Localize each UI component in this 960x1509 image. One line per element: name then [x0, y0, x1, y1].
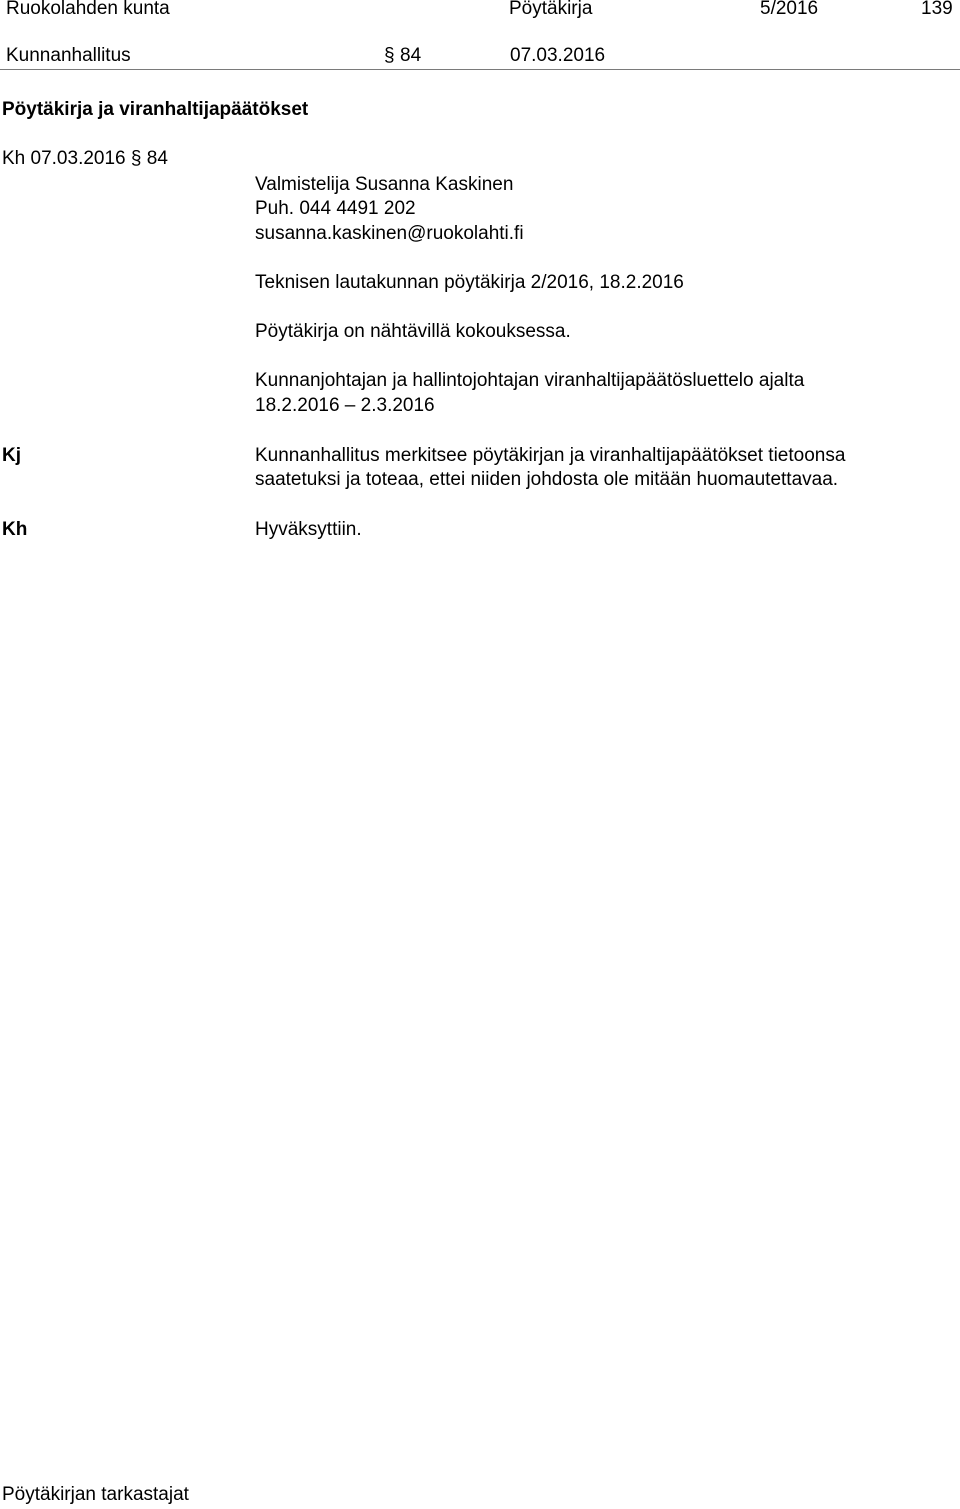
paragraph-technical-board: Teknisen lautakunnan pöytäkirja 2/2016, 18.2.2016	[255, 272, 684, 293]
section-reference	[2, 147, 168, 171]
preparer-phone: Puh. 044 4491 202	[255, 198, 416, 219]
header-body: Kunnanhallitus	[6, 45, 131, 66]
decision-label: Kh	[2, 519, 28, 540]
header-section-number: 84	[400, 45, 422, 66]
header-municipality: Ruokolahden kunta	[6, 0, 170, 19]
header-section-mark: §	[384, 45, 395, 66]
header-doc-type: Pöytäkirja	[509, 0, 593, 19]
header-date: 07.03.2016	[510, 45, 606, 66]
section-title: Pöytäkirja ja viranhaltijapäätökset	[2, 99, 309, 120]
paragraph-available: Pöytäkirja on nähtävillä kokouksessa.	[255, 321, 571, 342]
proposal-text-line1: Kunnanhallitus merkitsee pöytäkirjan ja viranhaltijapäätökset tietoonsa	[255, 445, 846, 466]
paragraph-decision-list-line2: 18.2.2016 – 2.3.2016	[255, 395, 435, 416]
section-ref-date: Kh 07.03.2016	[2, 148, 126, 169]
decision-text: Hyväksyttiin.	[255, 519, 362, 540]
header-divider	[0, 69, 960, 70]
proposal-text-line2: saatetuksi ja toteaa, ettei niiden johdosta ole mitään huomautettavaa.	[255, 469, 839, 490]
header-issue: 5/2016	[760, 0, 819, 19]
header-page-number: 139	[921, 0, 953, 19]
preparer-name: Valmistelija Susanna Kaskinen	[255, 174, 514, 195]
preparer-email: susanna.kaskinen@ruokolahti.fi	[255, 223, 524, 244]
footer-signers-label: Pöytäkirjan tarkastajat	[2, 1484, 189, 1505]
section-ref-number: 84	[146, 148, 168, 169]
paragraph-decision-list-line1: Kunnanjohtajan ja hallintojohtajan viranhaltijapäätösluettelo ajalta	[255, 370, 805, 391]
section-ref-mark: §	[130, 148, 142, 169]
proposal-label: Kj	[2, 445, 21, 466]
